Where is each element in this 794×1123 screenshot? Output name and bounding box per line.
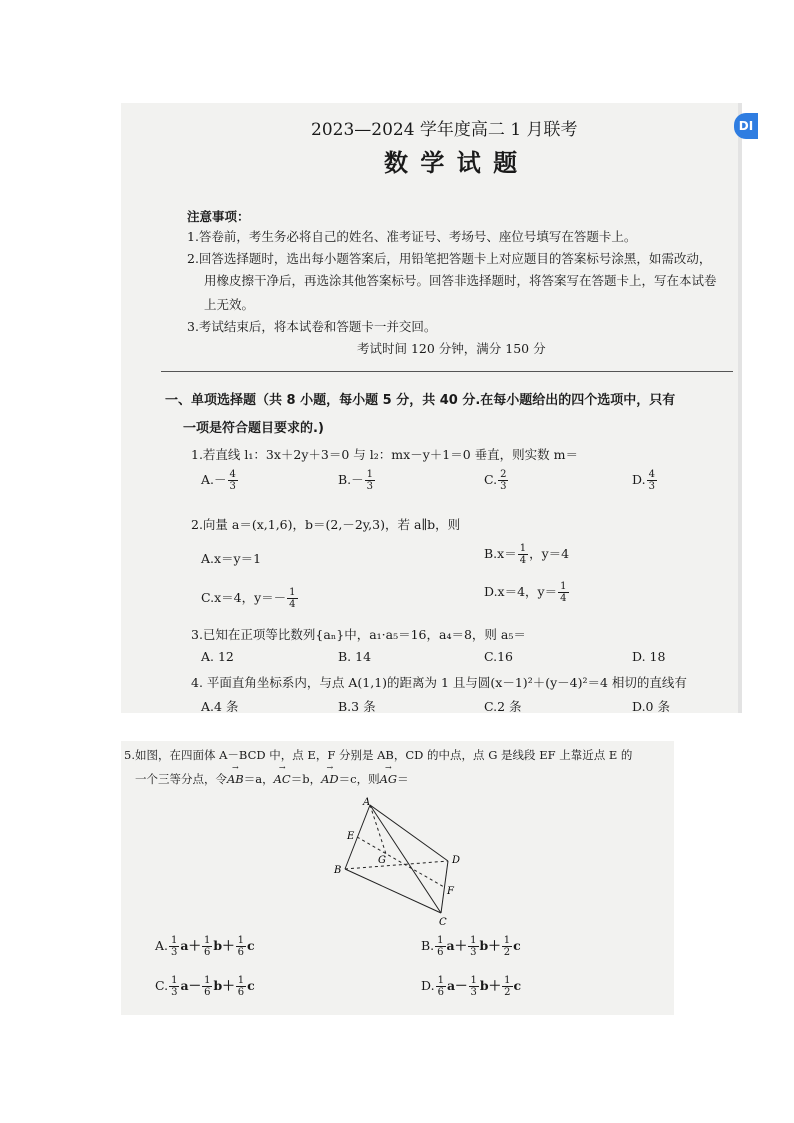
edge-bd — [345, 861, 448, 869]
q4-option-d: D.0 条 — [632, 699, 670, 713]
q5-option-d: D. $\frac{1}{6}$ a－ $\frac{1}{3}$ b＋ $\frac{1}{2}$ c — [421, 975, 522, 998]
exam-time: 考试时间 120 分钟，满分 150 分 — [357, 341, 546, 356]
notice-item-2-end: 上无效。 — [204, 297, 255, 312]
label-e: E — [347, 831, 355, 842]
q2-option-a: A.x＝y＝1 — [201, 551, 262, 566]
notice-item-1: 1.答卷前，考生务必将自己的姓名、准考证号、考场号、座位号填写在答题卡上。 — [187, 229, 637, 244]
section1-heading-cont: 一项是符合题目要求的.) — [183, 421, 324, 436]
q5-stem-line2: 一个三等分点，令→ AB＝a，→ AC＝b，→ AD＝c，则→ AG＝ — [135, 771, 409, 787]
label-c: C — [439, 917, 447, 928]
q2-option-b: B.x＝ $\frac{1}{4}$ ，y＝4 — [484, 543, 570, 566]
q5-option-a: A. $\frac{1}{3}$ a＋ $\frac{1}{6}$ b＋ $\frac{1}{6}$ c — [155, 935, 255, 958]
side-tab-button[interactable]: DI — [734, 113, 758, 139]
label-g: G — [378, 855, 386, 866]
q5-stem-line1: 5.如图，在四面体 A－BCD 中，点 E，F 分别是 AB，CD 的中点，点 G 是线段 EF 上靠近点 E 的 — [124, 748, 633, 762]
q3-option-c: C.16 — [484, 649, 513, 664]
q3-stem: 3.已知在正项等比数列{aₙ}中，a₁·a₅＝16，a₄＝8，则 a₅＝ — [191, 627, 526, 642]
q4-stem: 4. 平面直角坐标系内，与点 A(1,1)的距离为 1 且与圆(x－1)²＋(y－4)²＝4 相切的直线有 — [191, 675, 687, 690]
q4-option-a: A.4 条 — [201, 699, 239, 713]
notice-item-3: 3.考试结束后，将本试卷和答题卡一并交回。 — [187, 319, 437, 334]
edge-ad — [370, 805, 448, 861]
notice-heading: 注意事项： — [187, 209, 250, 224]
q2-option-d: D.x＝4，y＝ $\frac{1}{4}$ — [484, 581, 567, 604]
label-d: D — [452, 855, 461, 866]
q1-option-a: A.－ $\frac{4}{3}$ — [201, 469, 236, 492]
notice-item-2-cont: 用橡皮擦干净后，再选涂其他答案标号。回答非选择题时，将答案写在答题卡上，写在本试卷 — [204, 273, 717, 288]
label-a: A — [363, 797, 371, 808]
q3-option-a: A. 12 — [201, 649, 234, 664]
q3-option-d: D. 18 — [632, 649, 666, 664]
q1-option-b: B.－ $\frac{1}{3}$ — [338, 469, 374, 492]
q3-option-b: B. 14 — [338, 649, 372, 664]
tetrahedron-figure — [331, 793, 491, 928]
q5-option-b: B. $\frac{1}{6}$ a＋ $\frac{1}{3}$ b＋ $\frac{1}{2}$ c — [421, 935, 521, 958]
label-b: B — [334, 865, 342, 876]
q1-stem: 1.若直线 l₁：3x＋2y＋3＝0 与 l₂：mx－y＋1＝0 垂直，则实数 m＝ — [191, 447, 578, 462]
divider — [161, 371, 733, 372]
q4-option-b: B.3 条 — [338, 699, 376, 713]
notice-item-2: 2.回答选择题时，选出每小题答案后，用铅笔把答题卡上对应题目的答案标号涂黑，如需改动， — [187, 251, 712, 266]
q5-option-c: C. $\frac{1}{3}$ a－ $\frac{1}{6}$ b＋ $\frac{1}{6}$ c — [155, 975, 255, 998]
label-f: F — [447, 886, 454, 897]
exam-title: 2023—2024 学年度高二 1 月联考 — [311, 120, 578, 140]
q2-option-c: C.x＝4，y＝－ $\frac{1}{4}$ — [201, 587, 296, 610]
q1-option-d: D. $\frac{4}{3}$ — [632, 469, 655, 492]
q1-option-c: C. $\frac{2}{3}$ — [484, 469, 507, 492]
q4-option-c: C.2 条 — [484, 699, 522, 713]
exam-scan-page-2 — [121, 741, 674, 1015]
q2-stem: 2.向量 a＝(x,1,6)，b＝(2,－2y,3)，若 a∥b，则 — [191, 517, 461, 532]
scrollbar[interactable] — [738, 103, 742, 713]
section1-heading: 一、单项选择题（共 8 小题，每小题 5 分，共 40 分.在每小题给出的四个选项中，只有 — [165, 393, 676, 408]
exam-scan-page-1 — [121, 103, 738, 713]
segment-ag — [370, 805, 386, 854]
exam-subject: 数 学 试 题 — [384, 149, 520, 177]
